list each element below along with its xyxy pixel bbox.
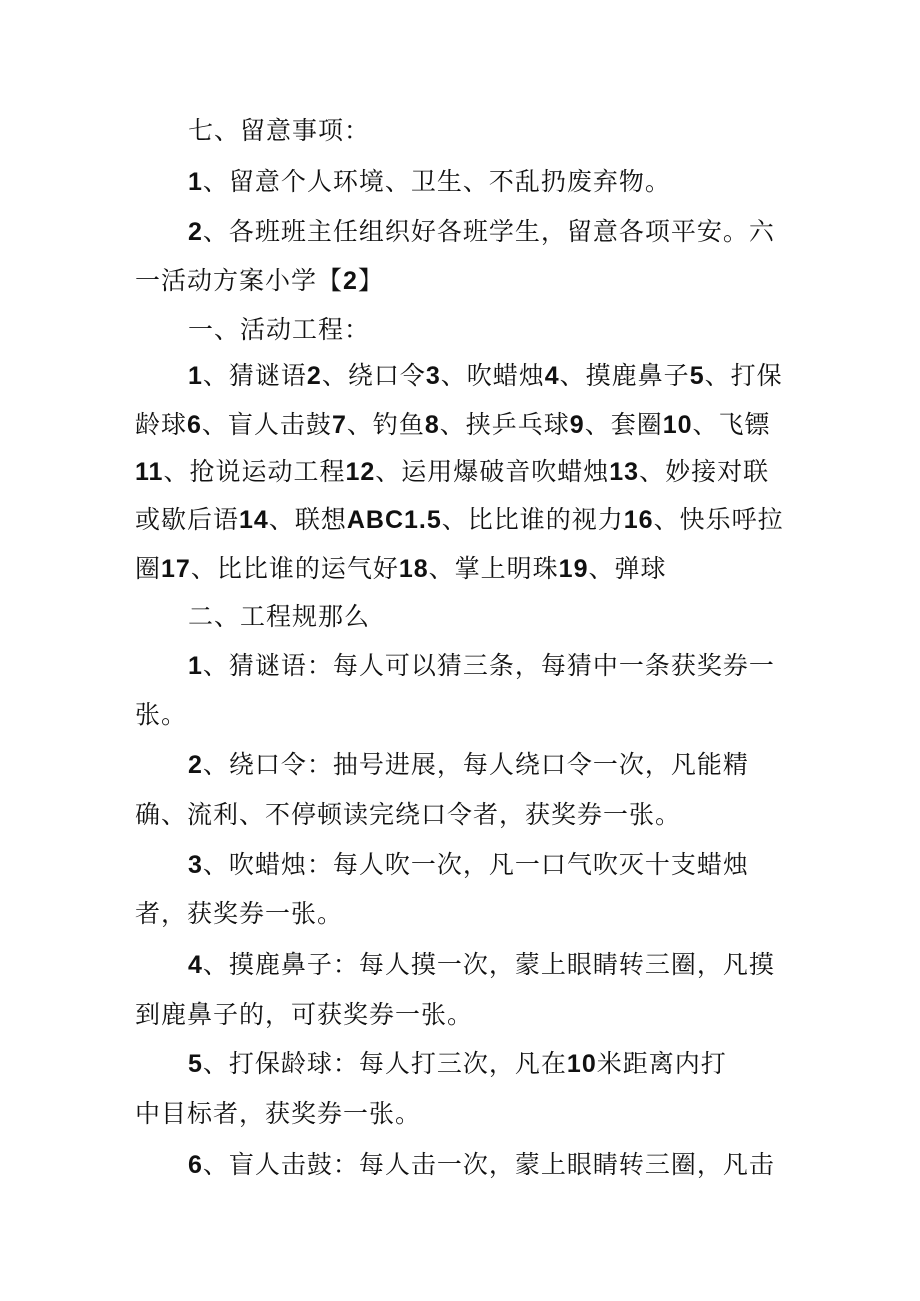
text-line: 二、工程规那么 bbox=[188, 602, 371, 631]
text-line: 一、活动工程： bbox=[188, 315, 371, 344]
text-line: 或歇后语14、联想ABC1.5、比比谁的视力16、快乐呼拉 bbox=[135, 505, 784, 534]
text-line: 一活动方案小学【2】 bbox=[135, 266, 384, 295]
text-line: 11、抢说运动工程12、运用爆破音吹蜡烛13、妙接对联 bbox=[135, 457, 770, 486]
text-line: 到鹿鼻子的，可获奖券一张。 bbox=[135, 1000, 474, 1029]
text-line: 5、打保龄球：每人打三次，凡在10米距离内打 bbox=[188, 1049, 727, 1078]
text-line: 1、猜谜语2、绕口令3、吹蜡烛4、摸鹿鼻子5、打保 bbox=[188, 361, 783, 390]
text-line: 2、各班班主任组织好各班学生，留意各项平安。六 bbox=[188, 217, 775, 246]
text-line: 圈17、比比谁的运气好18、掌上明珠19、弹球 bbox=[135, 554, 667, 583]
text-line: 3、吹蜡烛：每人吹一次，凡一口气吹灭十支蜡烛 bbox=[188, 850, 749, 879]
text-line: 4、摸鹿鼻子：每人摸一次，蒙上眼睛转三圈，凡摸 bbox=[188, 950, 775, 979]
text-line: 七、留意事项： bbox=[188, 116, 371, 145]
text-line: 6、盲人击鼓：每人击一次，蒙上眼睛转三圈，凡击 bbox=[188, 1150, 775, 1179]
text-line: 2、绕口令：抽号进展，每人绕口令一次，凡能精 bbox=[188, 750, 749, 779]
text-line: 中目标者，获奖券一张。 bbox=[135, 1099, 422, 1128]
text-line: 1、留意个人环境、卫生、不乱扔废弃物。 bbox=[188, 167, 671, 196]
text-line: 者，获奖券一张。 bbox=[135, 899, 344, 928]
text-line: 确、流利、不停顿读完绕口令者，获奖券一张。 bbox=[135, 800, 682, 829]
text-line: 龄球6、盲人击鼓7、钓鱼8、挟乒乓球9、套圈10、飞镖 bbox=[135, 410, 771, 439]
text-line: 张。 bbox=[135, 700, 188, 729]
text-line: 1、猜谜语：每人可以猜三条，每猜中一条获奖券一 bbox=[188, 651, 775, 680]
